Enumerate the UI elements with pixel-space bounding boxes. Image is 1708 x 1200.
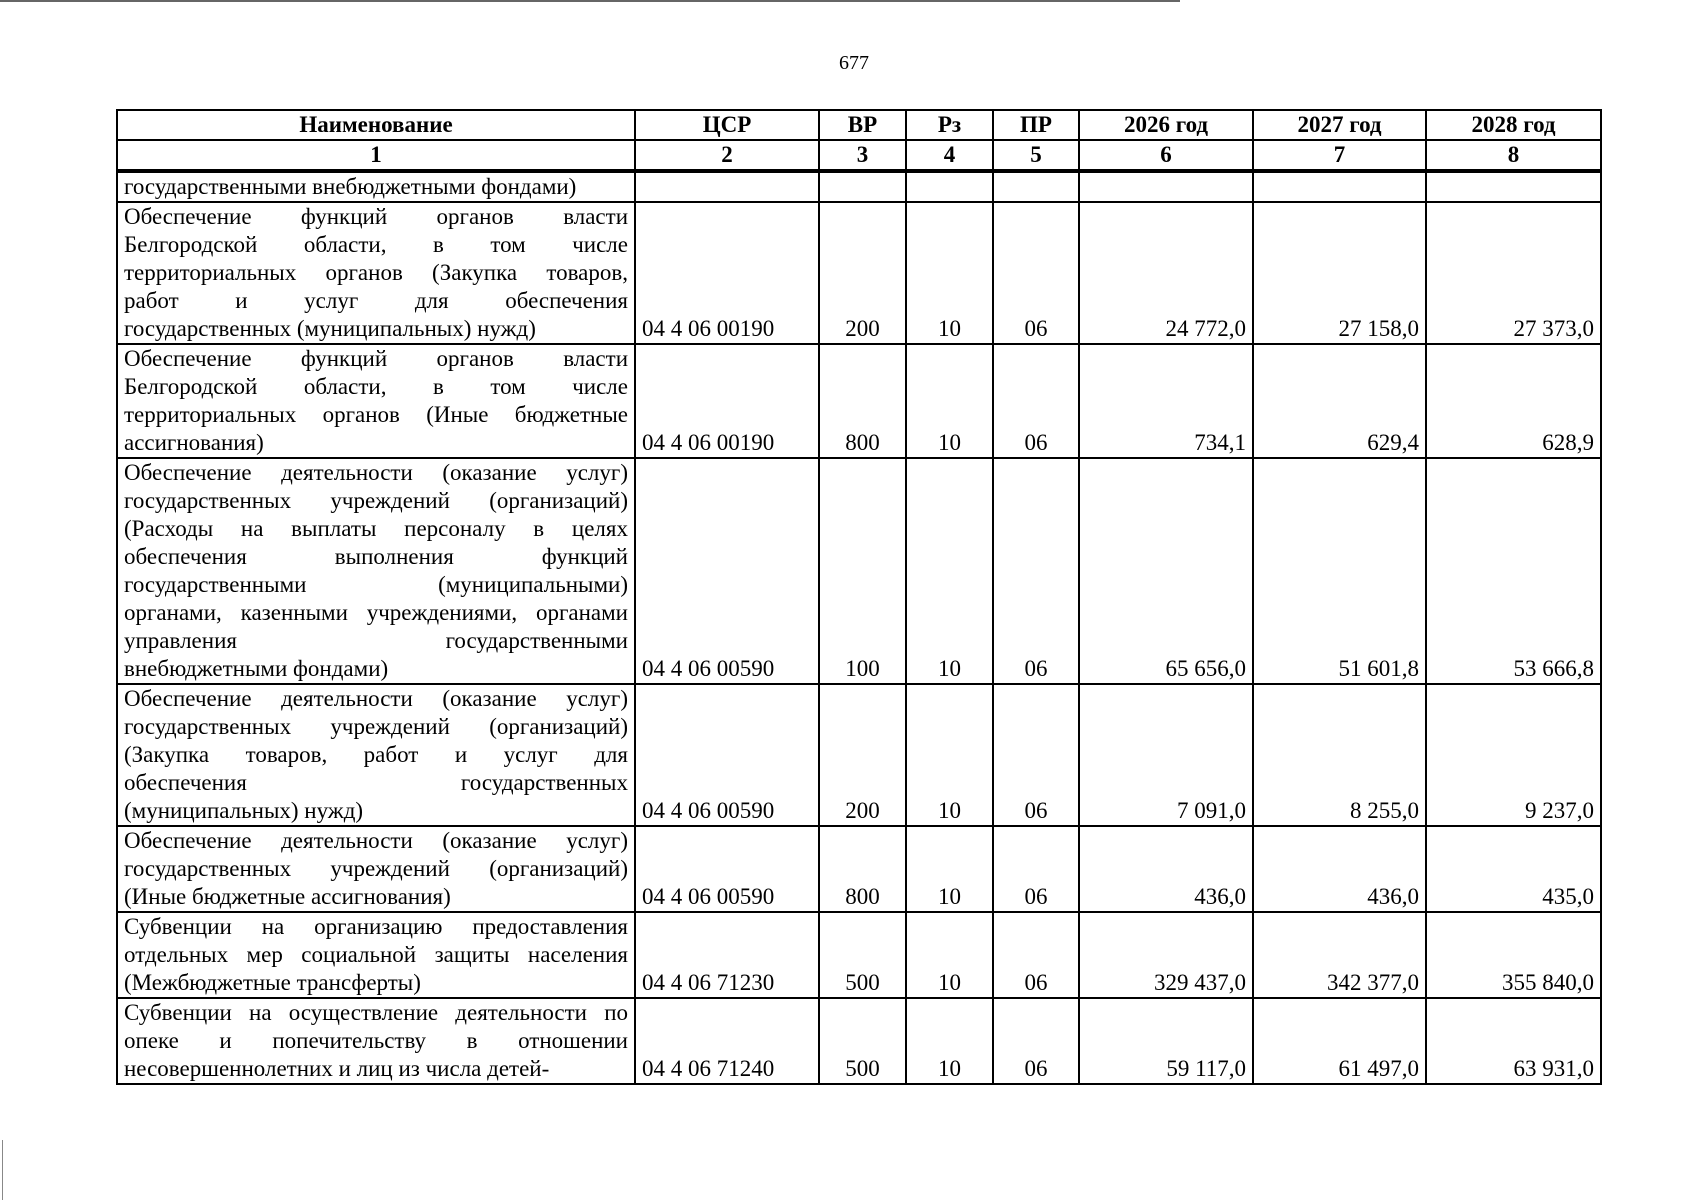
csr-cell: 04 4 06 71230	[635, 912, 819, 998]
vr-cell	[819, 171, 906, 202]
amount-2026-cell: 734,1	[1079, 344, 1253, 458]
amount-2026-cell: 59 117,0	[1079, 998, 1253, 1084]
table-row	[117, 202, 1601, 344]
csr-cell: 04 4 06 00590	[635, 684, 819, 826]
amount-2026-cell: 329 437,0	[1079, 912, 1253, 998]
row-name-line: Белгородской области, в том числе	[124, 232, 628, 257]
pr-cell: 06	[993, 912, 1079, 998]
row-name-line: работ и услуг для обеспечения	[124, 288, 628, 313]
amount-2027-cell: 629,4	[1253, 344, 1426, 458]
row-name-line: (Закупка товаров, работ и услуг для	[124, 742, 628, 767]
amount-2028-cell	[1426, 171, 1601, 202]
row-name-line: внебюджетными фондами)	[124, 656, 389, 681]
column-number: 5	[993, 140, 1079, 171]
row-name-line: несовершеннолетних и лиц из числа детей-	[124, 1056, 550, 1081]
column-number-row	[117, 140, 1601, 171]
header-2027: 2027 год	[1253, 110, 1426, 140]
row-name-cell	[117, 998, 635, 1084]
row-name-cell	[117, 344, 635, 458]
table-row	[117, 912, 1601, 998]
rz-cell: 10	[906, 202, 993, 344]
column-number: 6	[1079, 140, 1253, 171]
top-rule	[0, 0, 1180, 2]
rz-cell: 10	[906, 458, 993, 684]
column-number: 7	[1253, 140, 1426, 171]
row-name-cell	[117, 171, 635, 202]
row-name-line: территориальных органов (Иные бюджетные	[124, 402, 628, 427]
header-csr: ЦСР	[635, 110, 819, 140]
row-name-line: государственных учреждений (организаций)	[124, 488, 628, 513]
row-name-line: Обеспечение деятельности (оказание услуг)	[124, 460, 628, 485]
row-name-line: государственными внебюджетными фондами)	[124, 174, 577, 199]
vr-cell: 800	[819, 344, 906, 458]
row-name-cell	[117, 458, 635, 684]
row-name-line: отдельных мер социальной защиты населения	[124, 942, 628, 967]
scan-edge-mark	[2, 1140, 3, 1200]
rz-cell: 10	[906, 912, 993, 998]
table-row	[117, 998, 1601, 1084]
pr-cell: 06	[993, 684, 1079, 826]
row-name-line: (Расходы на выплаты персоналу в целях	[124, 516, 628, 541]
pr-cell: 06	[993, 202, 1079, 344]
row-name-line: Обеспечение функций органов власти	[124, 346, 628, 371]
vr-cell: 100	[819, 458, 906, 684]
table-body	[117, 171, 1601, 1084]
amount-2027-cell: 342 377,0	[1253, 912, 1426, 998]
column-number: 2	[635, 140, 819, 171]
header-2026: 2026 год	[1079, 110, 1253, 140]
row-name-line: управления государственными	[124, 628, 628, 653]
csr-cell: 04 4 06 71240	[635, 998, 819, 1084]
column-number: 4	[906, 140, 993, 171]
row-name-line: государственных (муниципальных) нужд)	[124, 316, 536, 341]
rz-cell: 10	[906, 998, 993, 1084]
header-name: Наименование	[117, 110, 635, 140]
row-name-line: государственных учреждений (организаций)	[124, 714, 628, 739]
csr-cell: 04 4 06 00190	[635, 202, 819, 344]
row-name-line: Обеспечение функций органов власти	[124, 204, 628, 229]
amount-2028-cell: 435,0	[1426, 826, 1601, 912]
row-name-cell	[117, 684, 635, 826]
rz-cell: 10	[906, 684, 993, 826]
rz-cell	[906, 171, 993, 202]
vr-cell: 800	[819, 826, 906, 912]
row-name-line: обеспечения выполнения функций	[124, 544, 628, 569]
amount-2026-cell: 65 656,0	[1079, 458, 1253, 684]
page-number: 677	[839, 52, 869, 74]
row-name-line: Белгородской области, в том числе	[124, 374, 628, 399]
csr-cell: 04 4 06 00590	[635, 826, 819, 912]
pr-cell	[993, 171, 1079, 202]
row-name-line: опеке и попечительству в отношении	[124, 1028, 628, 1053]
amount-2027-cell: 61 497,0	[1253, 998, 1426, 1084]
table-row	[117, 826, 1601, 912]
header-rz: Рз	[906, 110, 993, 140]
csr-cell: 04 4 06 00190	[635, 344, 819, 458]
amount-2027-cell: 8 255,0	[1253, 684, 1426, 826]
row-name-line: территориальных органов (Закупка товаров,	[124, 260, 628, 285]
header-vr: ВР	[819, 110, 906, 140]
column-number: 3	[819, 140, 906, 171]
vr-cell: 200	[819, 684, 906, 826]
row-name-cell	[117, 912, 635, 998]
budget-table	[116, 109, 1602, 1085]
amount-2026-cell	[1079, 171, 1253, 202]
row-name-line: Субвенции на осуществление деятельности по	[124, 1000, 628, 1025]
csr-cell: 04 4 06 00590	[635, 458, 819, 684]
vr-cell: 500	[819, 912, 906, 998]
row-name-line: государственными (муниципальными)	[124, 572, 628, 597]
vr-cell: 200	[819, 202, 906, 344]
amount-2026-cell: 7 091,0	[1079, 684, 1253, 826]
rz-cell: 10	[906, 344, 993, 458]
column-number: 1	[117, 140, 635, 171]
row-name-line: обеспечения государственных	[124, 770, 628, 795]
amount-2028-cell: 9 237,0	[1426, 684, 1601, 826]
amount-2028-cell: 628,9	[1426, 344, 1601, 458]
row-name-cell	[117, 826, 635, 912]
pr-cell: 06	[993, 998, 1079, 1084]
amount-2027-cell: 436,0	[1253, 826, 1426, 912]
row-name-line: Субвенции на организацию предоставления	[124, 914, 628, 939]
amount-2028-cell: 63 931,0	[1426, 998, 1601, 1084]
row-name-line: (Иные бюджетные ассигнования)	[124, 884, 451, 909]
row-name-cell	[117, 202, 635, 344]
amount-2028-cell: 27 373,0	[1426, 202, 1601, 344]
amount-2027-cell	[1253, 171, 1426, 202]
amount-2028-cell: 53 666,8	[1426, 458, 1601, 684]
row-name-line: (муниципальных) нужд)	[124, 798, 364, 823]
amount-2027-cell: 27 158,0	[1253, 202, 1426, 344]
table-row	[117, 171, 1601, 202]
row-name-line: (Межбюджетные трансферты)	[124, 970, 421, 995]
amount-2027-cell: 51 601,8	[1253, 458, 1426, 684]
column-number: 8	[1426, 140, 1601, 171]
amount-2028-cell: 355 840,0	[1426, 912, 1601, 998]
table-row	[117, 344, 1601, 458]
amount-2026-cell: 24 772,0	[1079, 202, 1253, 344]
row-name-line: органами, казенными учреждениями, органами	[124, 600, 628, 625]
header-pr: ПР	[993, 110, 1079, 140]
table-row	[117, 458, 1601, 684]
row-name-line: Обеспечение деятельности (оказание услуг)	[124, 686, 628, 711]
pr-cell: 06	[993, 826, 1079, 912]
row-name-line: Обеспечение деятельности (оказание услуг)	[124, 828, 628, 853]
csr-cell	[635, 171, 819, 202]
header-2028: 2028 год	[1426, 110, 1601, 140]
pr-cell: 06	[993, 458, 1079, 684]
row-name-line: ассигнования)	[124, 430, 264, 455]
amount-2026-cell: 436,0	[1079, 826, 1253, 912]
header-row	[117, 110, 1601, 140]
vr-cell: 500	[819, 998, 906, 1084]
rz-cell: 10	[906, 826, 993, 912]
table-row	[117, 684, 1601, 826]
pr-cell: 06	[993, 344, 1079, 458]
row-name-line: государственных учреждений (организаций)	[124, 856, 628, 881]
